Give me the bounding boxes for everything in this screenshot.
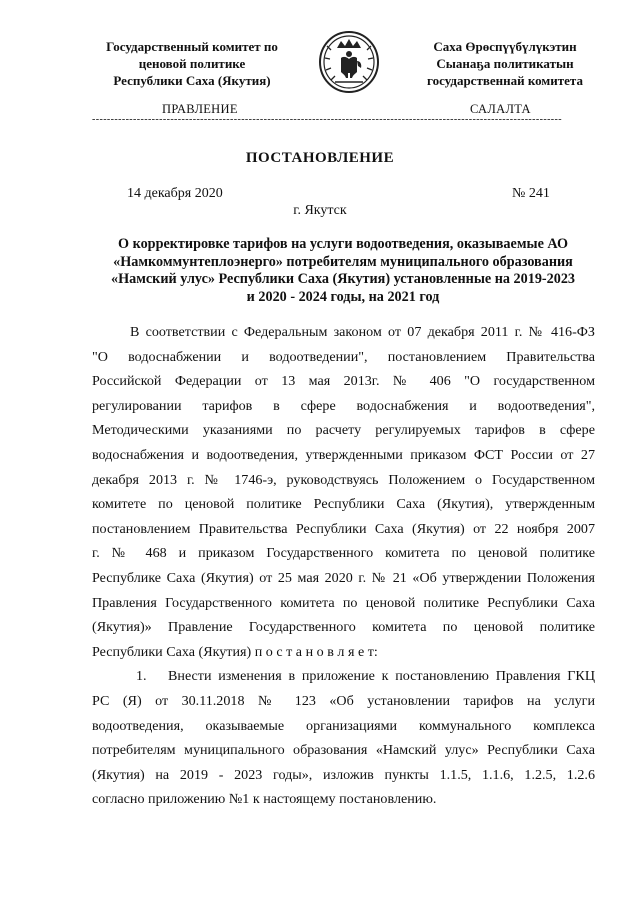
header-separator: ------------------------------------------------------------------------------------------------------------------------------ [92,115,562,125]
header-right-line: Сыанаҕа политикатын [436,56,574,71]
preamble-line: г. № 468 и приказом Государственного комитета по ценовой политике [92,545,595,562]
header-left-line: Республики Саха (Якутия) [113,73,271,88]
preamble-line: Российской Федерации от 13 мая 2013г. № 406 "О государственном [92,373,595,390]
item-line: согласно приложению №1 к настоящему постановлению. [92,791,437,808]
header-left-line: ценовой политике [138,56,246,71]
header-left-org [92,38,292,89]
document-title [92,236,594,306]
list-item [92,664,595,812]
preamble-line: водоснабжения и водоотведения, утвержденными приказом ФСТ России от 27 [92,446,595,463]
header-right-line: Саха Өрөспүүбүлүкэтин [433,39,577,54]
header-left-line: Государственный комитет по [106,39,278,54]
preamble-line: "О водоснабжении и водоотведении", постановлением Правительства [92,348,595,365]
header-right-line: государственнай комитета [427,73,583,88]
coat-of-arms-icon [317,28,381,94]
document-city: г. Якутск [293,203,347,218]
department-left: ПРАВЛЕНИЕ [162,102,238,116]
document-type: ПОСТАНОВЛЕНИЕ [245,150,395,166]
preamble-line: комитете по ценовой политике Республики Саха (Якутия), утвержденным [92,496,595,513]
document-body [92,320,595,812]
item-line: Внести изменения в приложение к постановлению Правления ГКЦ [168,668,595,685]
document-date: 14 декабря 2020 [127,186,223,201]
item-line: потребителям муниципального образования «Намский улус» Республики Саха [92,742,595,759]
item-first-line [92,664,595,689]
preamble-line: регулировании тарифов в сфере водоснабжения и водоотведения", [92,397,595,414]
item-line: РС (Я) от 30.11.2018 № 123 «Об установлении тарифов на услуги [92,692,595,709]
document-number: № 241 [512,186,550,201]
preamble-paragraph [92,320,595,664]
title-line: и 2020 - 2024 годы, на 2021 год [246,288,440,305]
department-right: САЛАЛТА [470,102,531,116]
preamble-line: декабря 2013 г. № 1746-э, руководствуясь Положением о Государственном [92,471,595,488]
preamble-line: Правления Государственного комитета по ценовой политике Республики Саха [92,594,595,611]
preamble-line: постановлением Правительства Республики Саха (Якутия) от 22 ноября 2007 [92,520,595,537]
preamble-line: Методическими указаниями по расчету регулируемых тарифов в сфере [92,422,595,439]
item-line: (Якутия) на 2019 - 2023 годы», изложив пункты 1.1.5, 1.1.6, 1.2.5, 1.2.6 [92,766,595,783]
preamble-line: Республики Саха (Якутия) п о с т а н о в л я е т: [92,643,378,660]
item-number: 1. [136,668,147,685]
preamble-line: Республике Саха (Якутия) от 25 мая 2020 г. № 21 «Об утверждении Положения [92,569,595,586]
preamble-line: В соответствии с Федеральным законом от 07 декабря 2011 г. № 416-ФЗ [130,324,595,340]
preamble-line: (Якутия)» Правление Государственного комитета по ценовой политике [92,619,595,636]
title-line: О корректировке тарифов на услуги водоотведения, оказываемые АО [118,236,568,252]
title-line: «Намский улус» Республики Саха (Якутия) установленные на 2019-2023 [110,271,576,287]
header-right-org [410,38,600,89]
title-line: «Намкоммунтеплоэнерго» потребителям муниципального образования [113,253,573,270]
item-line: водоотведения, оказываемые организациями коммунального комплекса [92,717,595,734]
